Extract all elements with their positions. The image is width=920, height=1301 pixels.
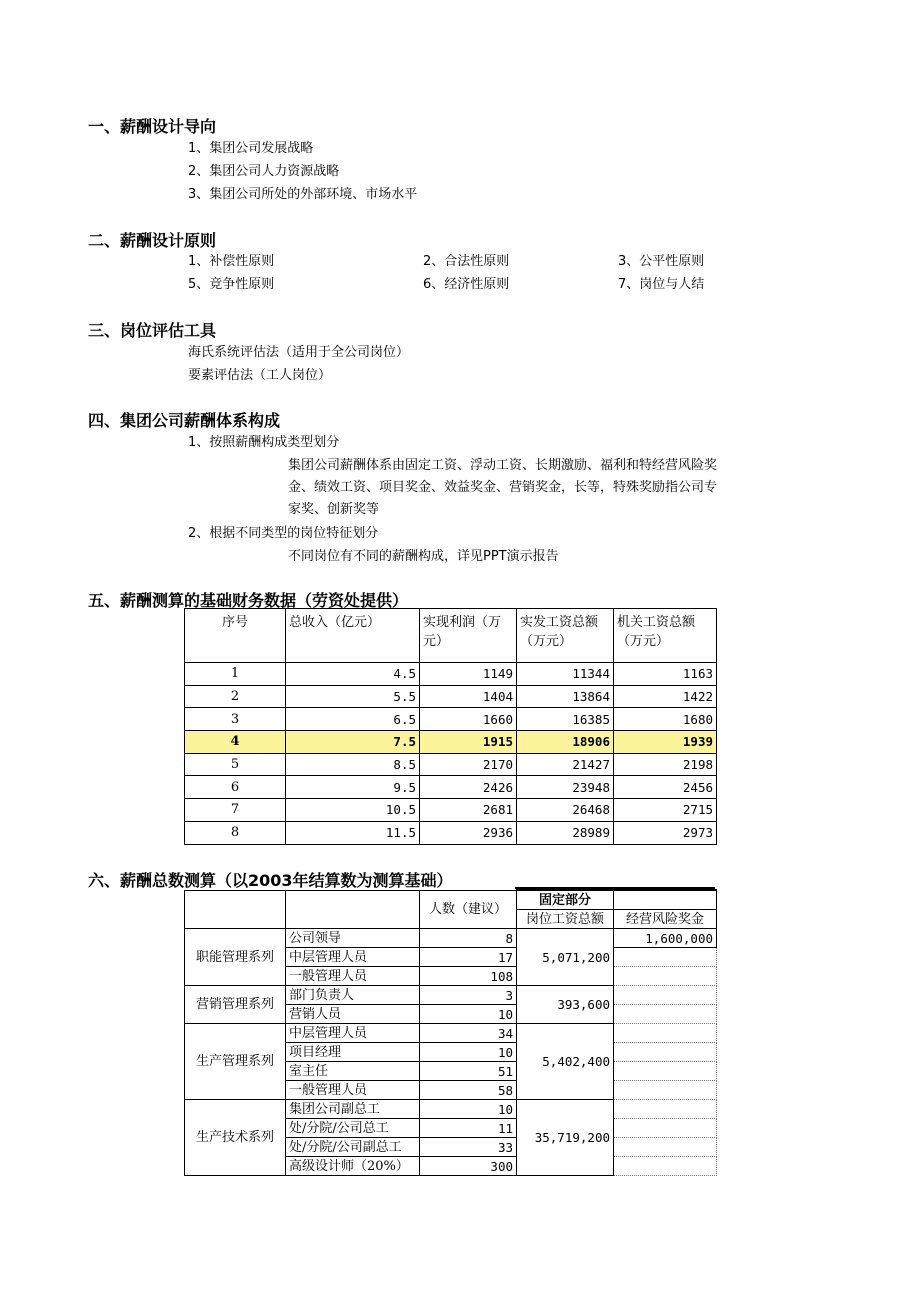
table-row	[185, 753, 717, 776]
cell-total-wages: 13864	[517, 685, 614, 708]
position-name: 一般管理人员	[286, 967, 420, 986]
position-name: 处/分院/公司总工	[286, 1119, 420, 1138]
section-6-title: 六、薪酬总数测算（以2003年结算数为测算基础）	[88, 871, 453, 890]
position-name: 一般管理人员	[286, 1081, 420, 1100]
risk-bonus-cell	[614, 1138, 717, 1157]
series-name: 生产技术系列	[185, 1100, 286, 1176]
cell-revenue: 6.5	[286, 708, 420, 731]
table-row	[185, 986, 717, 1005]
cell-index: 6	[185, 776, 286, 799]
s1-item-2: 2、集团公司人力资源战略	[188, 164, 340, 179]
risk-bonus-cell	[614, 1100, 717, 1119]
col-header-revenue: 总收入（亿元）	[286, 609, 420, 663]
section-4-title: 四、集团公司薪酬体系构成	[88, 411, 281, 430]
section-5-title: 五、薪酬测算的基础财务数据（劳资处提供）	[88, 591, 409, 610]
count-header: 人数（建议）	[420, 890, 517, 929]
cell-office-wages: 1680	[614, 708, 717, 731]
blank-header-3	[614, 890, 717, 910]
cell-office-wages: 2198	[614, 753, 717, 776]
post-salary-total: 5,071,200	[517, 929, 614, 986]
headcount: 34	[420, 1024, 517, 1043]
s1-item-1: 1、集团公司发展战略	[188, 141, 314, 156]
cell-profit: 1149	[420, 663, 517, 686]
s4-sub-1: 1、按照薪酬构成类型划分	[188, 435, 340, 450]
position-name: 部门负责人	[286, 986, 420, 1005]
headcount: 33	[420, 1138, 517, 1157]
s1-item-3: 3、集团公司所处的外部环境、市场水平	[188, 187, 418, 202]
section-2-title: 二、薪酬设计原则	[88, 231, 217, 250]
headcount: 3	[420, 986, 517, 1005]
s2-item-7: 7、岗位与人结	[618, 277, 705, 292]
position-name: 处/分院/公司副总工	[286, 1138, 420, 1157]
cell-revenue: 11.5	[286, 821, 420, 844]
headcount: 11	[420, 1119, 517, 1138]
cell-total-wages: 11344	[517, 663, 614, 686]
cell-total-wages: 21427	[517, 753, 614, 776]
s2-item-3: 3、公平性原则	[618, 254, 705, 269]
table-header-row	[185, 609, 717, 663]
risk-bonus-cell	[614, 1157, 717, 1176]
cell-index: 4	[185, 731, 286, 754]
cell-office-wages: 1163	[614, 663, 717, 686]
post-salary-total: 35,719,200	[517, 1100, 614, 1176]
cell-office-wages: 2973	[614, 821, 717, 844]
risk-bonus-cell	[614, 1043, 717, 1062]
s4-paragraph-2: 不同岗位有不同的薪酬构成，详见PPT演示报告	[288, 549, 559, 564]
risk-bonus-cell: 1,600,000	[614, 929, 717, 948]
cell-office-wages: 1939	[614, 731, 717, 754]
blank-header-2	[286, 890, 420, 929]
col-header-index: 序号	[185, 609, 286, 663]
cell-index: 5	[185, 753, 286, 776]
cell-index: 3	[185, 708, 286, 731]
headcount: 10	[420, 1005, 517, 1024]
position-name: 高级设计师（20%）	[286, 1157, 420, 1176]
table-row	[185, 929, 717, 948]
post-salary-total: 393,600	[517, 986, 614, 1024]
s4-paragraph-1: 集团公司薪酬体系由固定工资、浮动工资、长期激励、福利和特经营风险奖金、绩效工资、项目奖金、效益奖金、营销奖金，长等，特殊奖励指公司专家奖、创新奖等	[288, 458, 718, 517]
risk-bonus-cell	[614, 948, 717, 967]
cell-total-wages: 26468	[517, 799, 614, 822]
s3-item-2: 要素评估法（工人岗位）	[188, 368, 332, 383]
financial-data-table	[184, 608, 717, 845]
headcount: 108	[420, 967, 517, 986]
cell-revenue: 5.5	[286, 685, 420, 708]
position-name: 项目经理	[286, 1043, 420, 1062]
s2-item-1: 1、补偿性原则	[188, 254, 275, 269]
cell-total-wages: 16385	[517, 708, 614, 731]
fixed-part-header: 固定部分	[517, 890, 614, 910]
cell-index: 1	[185, 663, 286, 686]
risk-bonus-cell	[614, 967, 717, 986]
table-row	[185, 1024, 717, 1043]
salary-calc-table	[184, 889, 717, 1176]
s3-item-1: 海氏系统评估法（适用于全公司岗位）	[188, 345, 410, 360]
table-row	[185, 731, 717, 754]
risk-bonus-header: 经营风险奖金	[614, 910, 717, 929]
risk-bonus-cell	[614, 1081, 717, 1100]
cell-revenue: 7.5	[286, 731, 420, 754]
s2-item-2: 2、合法性原则	[423, 254, 510, 269]
table-row	[185, 663, 717, 686]
section-1-title: 一、薪酬设计导向	[88, 117, 217, 136]
table-row	[185, 708, 717, 731]
col-header-total-wages: 实发工资总额（万元）	[517, 609, 614, 663]
headcount: 8	[420, 929, 517, 948]
risk-bonus-cell	[614, 1024, 717, 1043]
post-salary-header: 岗位工资总额	[517, 910, 614, 929]
post-salary-total: 5,402,400	[517, 1024, 614, 1100]
cell-revenue: 9.5	[286, 776, 420, 799]
headcount: 10	[420, 1100, 517, 1119]
cell-profit: 2681	[420, 799, 517, 822]
position-name: 中层管理人员	[286, 1024, 420, 1043]
section-3-title: 三、岗位评估工具	[88, 321, 217, 340]
cell-office-wages: 1422	[614, 685, 717, 708]
table-row	[185, 799, 717, 822]
cell-total-wages: 28989	[517, 821, 614, 844]
risk-bonus-cell	[614, 1005, 717, 1024]
headcount: 300	[420, 1157, 517, 1176]
position-name: 营销人员	[286, 1005, 420, 1024]
cell-revenue: 8.5	[286, 753, 420, 776]
position-name: 集团公司副总工	[286, 1100, 420, 1119]
s2-item-5: 5、竞争性原则	[188, 277, 275, 292]
col-header-office-wages: 机关工资总额（万元）	[614, 609, 717, 663]
table-row	[185, 685, 717, 708]
headcount: 51	[420, 1062, 517, 1081]
series-name: 职能管理系列	[185, 929, 286, 986]
blank-header-1	[185, 890, 286, 929]
headcount: 17	[420, 948, 517, 967]
cell-revenue: 10.5	[286, 799, 420, 822]
s4-sub-2: 2、根据不同类型的岗位特征划分	[188, 526, 379, 541]
risk-bonus-cell	[614, 986, 717, 1005]
headcount: 10	[420, 1043, 517, 1062]
cell-total-wages: 18906	[517, 731, 614, 754]
risk-bonus-cell	[614, 1062, 717, 1081]
cell-profit: 1660	[420, 708, 517, 731]
series-name: 生产管理系列	[185, 1024, 286, 1100]
col-header-profit: 实现利润（万元）	[420, 609, 517, 663]
cell-profit: 2170	[420, 753, 517, 776]
cell-index: 8	[185, 821, 286, 844]
position-name: 中层管理人员	[286, 948, 420, 967]
cell-index: 7	[185, 799, 286, 822]
headcount: 58	[420, 1081, 517, 1100]
cell-index: 2	[185, 685, 286, 708]
position-name: 公司领导	[286, 929, 420, 948]
s2-item-6: 6、经济性原则	[423, 277, 510, 292]
risk-bonus-cell	[614, 1119, 717, 1138]
cell-office-wages: 2456	[614, 776, 717, 799]
table-row	[185, 776, 717, 799]
cell-office-wages: 2715	[614, 799, 717, 822]
cell-profit: 1915	[420, 731, 517, 754]
cell-profit: 2426	[420, 776, 517, 799]
cell-profit: 1404	[420, 685, 517, 708]
cell-total-wages: 23948	[517, 776, 614, 799]
position-name: 室主任	[286, 1062, 420, 1081]
table-row	[185, 821, 717, 844]
table-row	[185, 1100, 717, 1119]
cell-profit: 2936	[420, 821, 517, 844]
series-name: 营销管理系列	[185, 986, 286, 1024]
cell-revenue: 4.5	[286, 663, 420, 686]
